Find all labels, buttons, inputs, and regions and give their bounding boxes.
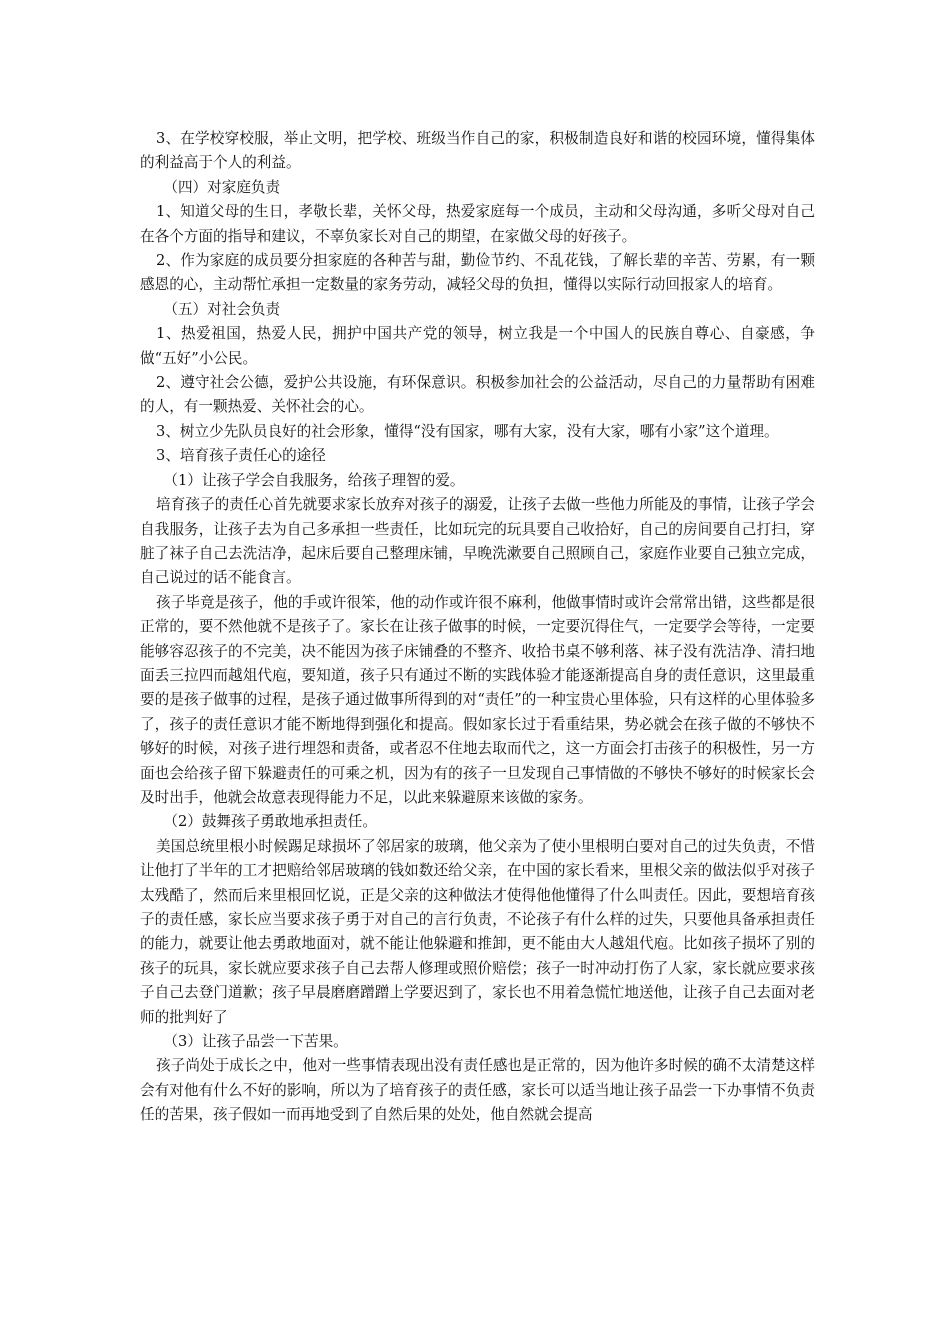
paragraph-self-service-2: 孩子毕竟是孩子，他的手或许很笨，他的动作或许很不麻利，他做事情时或许会常常出错，这些都是很正常的，要不然他就不是孩子了。家长在让孩子做事的时候，一定要沉得住气，一定要学会等待，一定要能够容忍孩子的不完美，决不能因为孩子床铺叠的不整齐、收拾书桌不够利落、袜子没有洗洁净、清扫地面丢三拉四而越俎代庖，要知道，孩子只有通过不断的实践体验才能逐渐提高自身的责任意识，这里最重要的是孩子做事的过程，是孩子通过做事所得到的对“责任”的一种宝贵心里体验，只有这样的心里体验多了，孩子的责任意识才能不断地得到强化和提高。假如家长过于看重结果，势必就会在孩子做的不够快不够好的时候，对孩子进行埋怨和责备，或者忍不住地去取而代之，这一方面会打击孩子的积极性，另一方面也会给孩子留下躲避责任的可乘之机，因为有的孩子一旦发现自己事情做的不够快不够好的时候家长会及时出手，他就会故意表现得能力不足，以此来躲避原来该做的家务。 <box>140 593 815 806</box>
subheading-bitter-fruit: （3）让孩子品尝一下苦果。 <box>163 1033 348 1051</box>
section-heading-approaches: 3、培育孩子责任心的途径 <box>156 447 326 465</box>
section-heading-society: （五）对社会负责 <box>163 300 281 318</box>
section-heading-family: （四）对家庭负责 <box>163 178 281 196</box>
paragraph-self-service-1: 培育孩子的责任心首先就要求家长放弃对孩子的溺爱，让孩子去做一些他力所能及的事情，让孩子学会自我服务，让孩子去为自己多承担一些责任，比如玩完的玩具要自己收拾好，自己的房间要自己打扫，穿脏了袜子自己去洗洁净，起床后要自己整理床铺，早晚洗漱要自己照顾自己，家庭作业要自己独立完成，自己说过的话不能食言。 <box>140 496 815 587</box>
document-page <box>140 127 815 1128</box>
paragraph-school-item-3: 3、在学校穿校服，举止文明，把学校、班级当作自己的家，积极制造良好和谐的校园环境，懂得集体的利益高于个人的利益。 <box>140 130 815 172</box>
paragraph-society-item-2: 2、遵守社会公德，爱护公共设施，有环保意识。积极参加社会的公益活动，尽自己的力量帮助有困难的人，有一颗热爱、关怀社会的心。 <box>140 374 815 416</box>
subheading-take-responsibility: （2）鼓舞孩子勇敢地承担责任。 <box>163 813 377 831</box>
paragraph-society-item-1: 1、热爱祖国，热爱人民，拥护中国共产党的领导，树立我是一个中国人的民族自尊心、自豪感，争做“五好”小公民。 <box>140 325 815 367</box>
paragraph-take-responsibility: 美国总统里根小时候踢足球损坏了邻居家的玻璃，他父亲为了使小里根明白要对自己的过失负责，不惜让他打了半年的工才把赔给邻居玻璃的钱如数还给父亲，在中国的家长看来，里根父亲的做法似乎对孩子太残酷了，然而后来里根回忆说，正是父亲的这种做法才使得他他懂得了什么叫责任。因此，要想培育孩子的责任感，家长应当要求孩子勇于对自己的言行负责，不论孩子有什么样的过失，只要他具备承担责任的能力，就要让他去勇敢地面对，就不能让他躲避和推卸，更不能由大人越俎代庖。比如孩子损坏了别的孩子的玩具，家长就应要求孩子自己去帮人修理或照价赔偿；孩子一时冲动打伤了人家，家长就应要求孩子自己去登门道歉；孩子早晨磨磨蹭蹭上学要迟到了，家长也不用着急慌忙地送他，让孩子自己去面对老师的批判好了 <box>140 837 815 1026</box>
paragraph-bitter-fruit: 孩子尚处于成长之中，他对一些事情表现出没有责任感也是正常的，因为他许多时候的确不太清楚这样会有对他有什么不好的影响，所以为了培育孩子的责任感，家长可以适当地让孩子品尝一下办事情不负责任的苦果，孩子假如一而再地受到了自然后果的处处，他自然就会提高 <box>140 1057 815 1124</box>
paragraph-family-item-2: 2、作为家庭的成员要分担家庭的各种苦与甜，勤俭节约、不乱花钱，了解长辈的辛苦、劳累，有一颗感恩的心，主动帮忙承担一定数量的家务劳动，减轻父母的负担，懂得以实际行动回报家人的培育。 <box>140 252 815 294</box>
subheading-self-service: （1）让孩子学会自我服务，给孩子理智的爱。 <box>163 471 465 489</box>
paragraph-society-item-3: 3、树立少先队员良好的社会形象，懂得“没有国家，哪有大家，没有大家，哪有小家”这个道理。 <box>156 422 779 440</box>
paragraph-family-item-1: 1、知道父母的生日，孝敬长辈，关怀父母，热爱家庭每一个成员，主动和父母沟通，多听父母对自己在各个方面的指导和建议，不辜负家长对自己的期望，在家做父母的好孩子。 <box>140 203 815 245</box>
